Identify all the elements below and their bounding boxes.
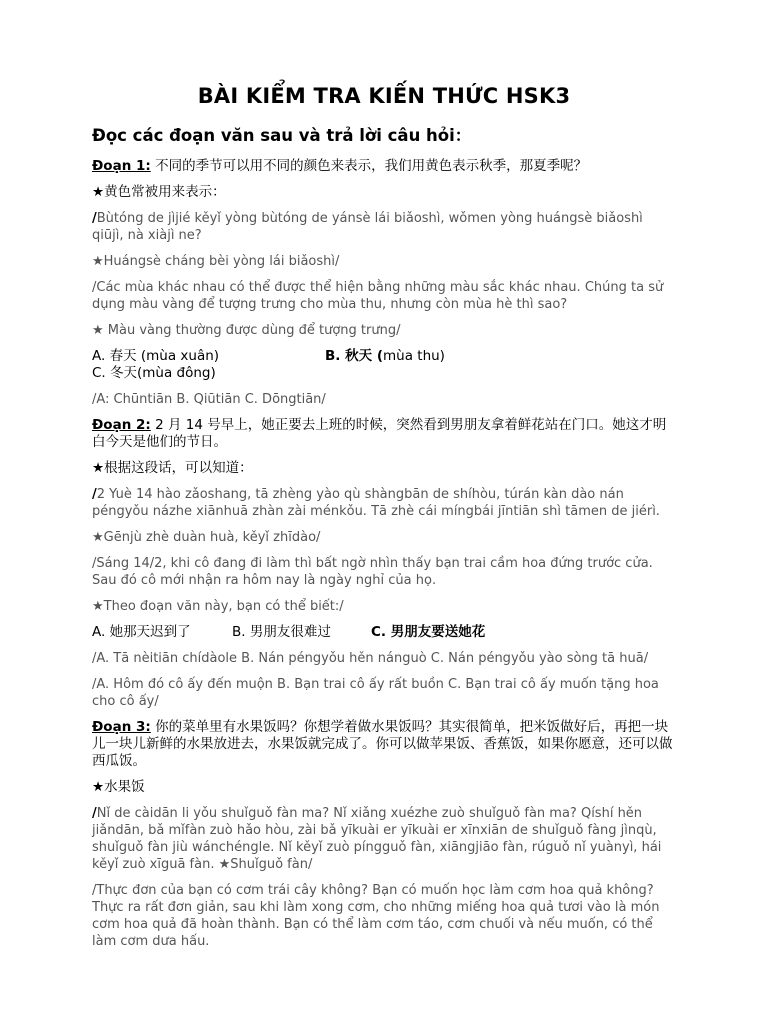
passage-2-chinese: 2 月 14 号早上，她正要去上班的时候，突然看到男朋友拿着鲜花站在门口。她这才明白今天是他们的节日。 — [92, 417, 667, 450]
passage-2-question-pinyin: ★Gēnjù zhè duàn huà, kěyǐ zhīdào/ — [92, 530, 321, 545]
passage-2 — [92, 417, 676, 451]
option-c: C. 男朋友要送她花 — [371, 624, 486, 640]
option-b: B. 秋天 (mùa thu) — [325, 348, 445, 364]
passage-1-label: Đoạn 1: — [92, 158, 151, 174]
passage-1 — [92, 158, 676, 175]
passage-1-options — [92, 348, 676, 382]
passage-1-question: ★黄色常被用来表示： — [92, 184, 226, 200]
passage-2-label: Đoạn 2: — [92, 417, 151, 433]
instruction: Đọc các đoạn văn sau và trả lời câu hỏi： — [92, 126, 472, 145]
option-b: B. 男朋友很难过 — [232, 624, 331, 640]
passage-3-chinese: 你的菜单里有水果饭吗？你想学着做水果饭吗？其实很简单，把米饭做好后，再把一块儿一块儿新鲜的水果放进去，水果饭就完成了。你可以做苹果饭、香蕉饭，如果你愿意，还可以做西瓜饭。 — [92, 719, 673, 769]
passage-2-options-pinyin: /A. Tā nèitiān chídàole B. Nán péngyǒu hěn nánguò C. Nán péngyǒu yào sòng tā huā/ — [92, 651, 649, 666]
passage-2-question-vietnamese: ★Theo đoạn văn này, bạn có thể biết:/ — [92, 599, 344, 614]
passage-1-question-vietnamese: ★ Màu vàng thường được dùng để tượng trưng/ — [92, 323, 401, 338]
passage-1-vietnamese: /Các mùa khác nhau có thể được thể hiện bằng những màu sắc khác nhau. Chúng ta sử dụng màu vàng để tượng trưng cho mùa thu, nhưng còn mùa hè thì sao? — [92, 280, 664, 312]
passage-2-options-vietnamese: /A. Hôm đó cô ấy đến muộn B. Bạn trai cô ấy rất buồn C. Bạn trai cô ấy muốn tặng hoa cho cô ấy/ — [92, 677, 659, 709]
passage-2-vietnamese: /Sáng 14/2, khi cô đang đi làm thì bất ngờ nhìn thấy bạn trai cầm hoa đứng trước cửa. Sau đó cô mới nhận ra hôm nay là ngày nghỉ của họ. — [92, 556, 653, 588]
option-c: C. 冬天(mùa đông) — [92, 365, 216, 381]
passage-2-pinyin: /2 Yuè 14 hào zǎoshang, tā zhèng yào qù shàngbān de shíhòu, túrán kàn dào nán péngyǒu názhe xiānhuā zhàn zài ménkǒu. Tā zhè cái míngbái jīntiān shì tāmen de jiérì. — [92, 487, 660, 519]
passage-2-question: ★根据这段话，可以知道： — [92, 460, 253, 476]
passage-3 — [92, 719, 676, 770]
page-title: BÀI KIỂM TRA KIẾN THỨC HSK3 — [197, 84, 571, 108]
passage-2-options — [92, 624, 676, 641]
option-a: A. 春天 (mùa xuân) — [92, 348, 220, 364]
passage-3-pinyin: /Nǐ de càidān li yǒu shuǐguǒ fàn ma? Nǐ xiǎng xuézhe zuò shuǐguǒ fàn ma? Qíshí hěn jiǎndān, bǎ mǐfàn zuò hǎo hòu, zài bǎ yīkuài er yīkuài er xīnxiān de shuǐguǒ fàng jìnqù, shuǐguǒ fàn jiù wánchéngle. Nǐ kěyǐ zuò píngguǒ fàn, xiāngjiāo fàn, rúguǒ nǐ yuànyì, hái kěyǐ zuò xīguā fàn. ★Shuǐguǒ fàn/ — [92, 806, 662, 872]
passage-3-label: Đoạn 3: — [92, 719, 151, 735]
passage-3-question: ★水果饭 — [92, 779, 145, 795]
passage-1-pinyin: /Bùtóng de jìjié kěyǐ yòng bùtóng de yánsè lái biǎoshì, wǒmen yòng huángsè biǎoshì qiūjì, nà xiàjì ne? — [92, 211, 643, 243]
document-page — [92, 84, 676, 959]
passage-1-options-pinyin: /A: Chūntiān B. Qiūtiān C. Dōngtiān/ — [92, 392, 326, 407]
passage-1-chinese: 不同的季节可以用不同的颜色来表示，我们用黄色表示秋季，那夏季呢？ — [155, 158, 588, 174]
passage-3-vietnamese: /Thực đơn của bạn có cơm trái cây không? Bạn có muốn học làm cơm hoa quả không? Thực ra rất đơn giản, sau khi làm xong cơm, cho những miếng hoa quả tươi vào là món cơm hoa quả đã hoàn thành. Bạn có thể làm cơm táo, cơm chuối và nếu muốn, có thể làm cơm dưa hấu. — [92, 883, 660, 949]
option-a: A. 她那天迟到了 — [92, 624, 191, 640]
passage-1-question-pinyin: ★Huángsè cháng bèi yòng lái biǎoshì/ — [92, 254, 340, 269]
